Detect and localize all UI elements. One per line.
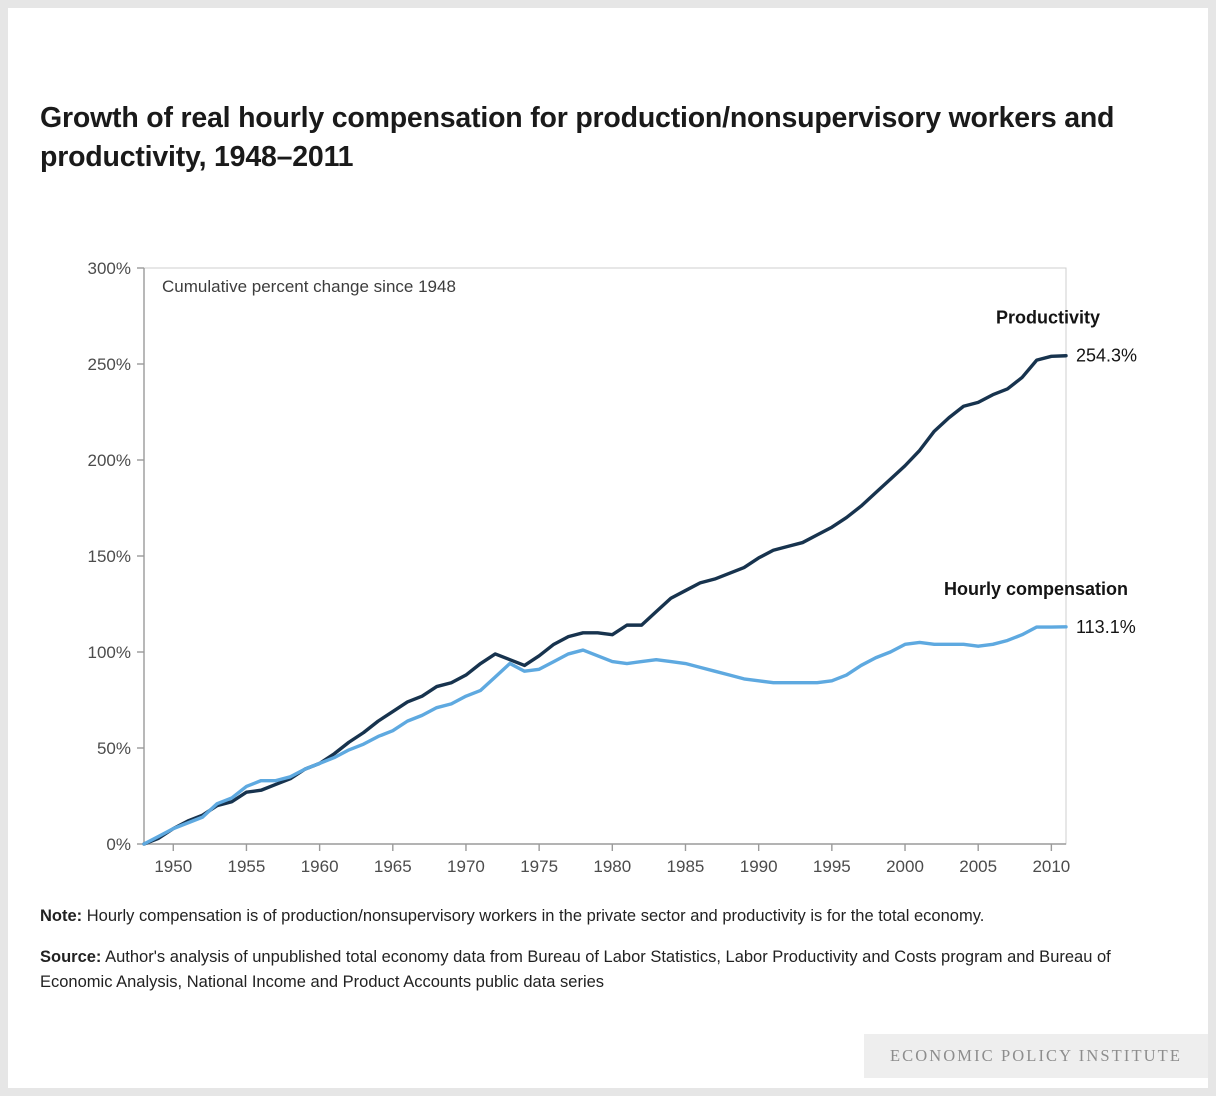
x-tick-label: 1985 bbox=[666, 857, 705, 876]
page-border-top bbox=[0, 0, 1216, 8]
y-tick-label: 50% bbox=[96, 739, 131, 758]
x-tick-label: 1995 bbox=[812, 857, 851, 876]
note-label: Note: bbox=[40, 907, 83, 925]
y-tick-label: 200% bbox=[87, 451, 131, 470]
footnotes bbox=[40, 904, 1160, 1011]
chart-content bbox=[8, 8, 1208, 1088]
x-tick-label: 1965 bbox=[373, 857, 412, 876]
series-value-hourly-compensation: 113.1% bbox=[1076, 616, 1136, 637]
series-label-hourly-compensation: Hourly compensation bbox=[943, 578, 1129, 599]
x-tick-label: 2000 bbox=[886, 857, 924, 876]
x-tick-label: 1955 bbox=[227, 857, 266, 876]
y-tick-label: 150% bbox=[87, 547, 131, 566]
source-text: Author's analysis of unpublished total economy data from Bureau of Labor Statistics, Labor Productivity and Costs program and Bureau of Economic Analysis, National Income and Product Accounts public data series bbox=[40, 948, 1111, 991]
x-tick-label: 2010 bbox=[1032, 857, 1071, 876]
page-border-left bbox=[0, 0, 8, 1096]
x-tick-label: 1990 bbox=[739, 857, 778, 876]
y-tick-label: 250% bbox=[87, 355, 131, 374]
source-label: Source: bbox=[40, 948, 102, 966]
x-tick-label: 1950 bbox=[154, 857, 193, 876]
y-tick-label: 100% bbox=[87, 643, 131, 662]
y-tick-label: 300% bbox=[87, 259, 131, 278]
x-tick-label: 1980 bbox=[593, 857, 632, 876]
y-tick-label: 0% bbox=[106, 835, 131, 854]
epi-logo bbox=[864, 1034, 1208, 1078]
chart-annotation: Cumulative percent change since 1948 bbox=[162, 277, 456, 296]
note-block bbox=[40, 904, 1160, 929]
epi-logo-text: ECONOMIC POLICY INSTITUTE bbox=[889, 1046, 1183, 1065]
page-border-bottom bbox=[0, 1088, 1216, 1096]
source-block bbox=[40, 945, 1160, 995]
series-label-productivity: Productivity bbox=[995, 307, 1101, 328]
x-tick-label: 1970 bbox=[447, 857, 485, 876]
page-title: Growth of real hourly compensation for production/nonsupervisory workers and productivity, 1948–2011 bbox=[40, 102, 1115, 174]
plot-area bbox=[144, 268, 1066, 844]
line-chart bbox=[56, 256, 1156, 888]
x-tick-label: 1975 bbox=[520, 857, 559, 876]
chart-figure bbox=[56, 256, 1156, 888]
x-tick-label: 2005 bbox=[959, 857, 998, 876]
series-value-productivity: 254.3% bbox=[1076, 345, 1138, 366]
note-text: Hourly compensation is of production/nonsupervisory workers in the private sector and productivity is for the total economy. bbox=[82, 907, 985, 925]
page-border-right bbox=[1208, 0, 1216, 1096]
x-tick-label: 1960 bbox=[300, 857, 339, 876]
